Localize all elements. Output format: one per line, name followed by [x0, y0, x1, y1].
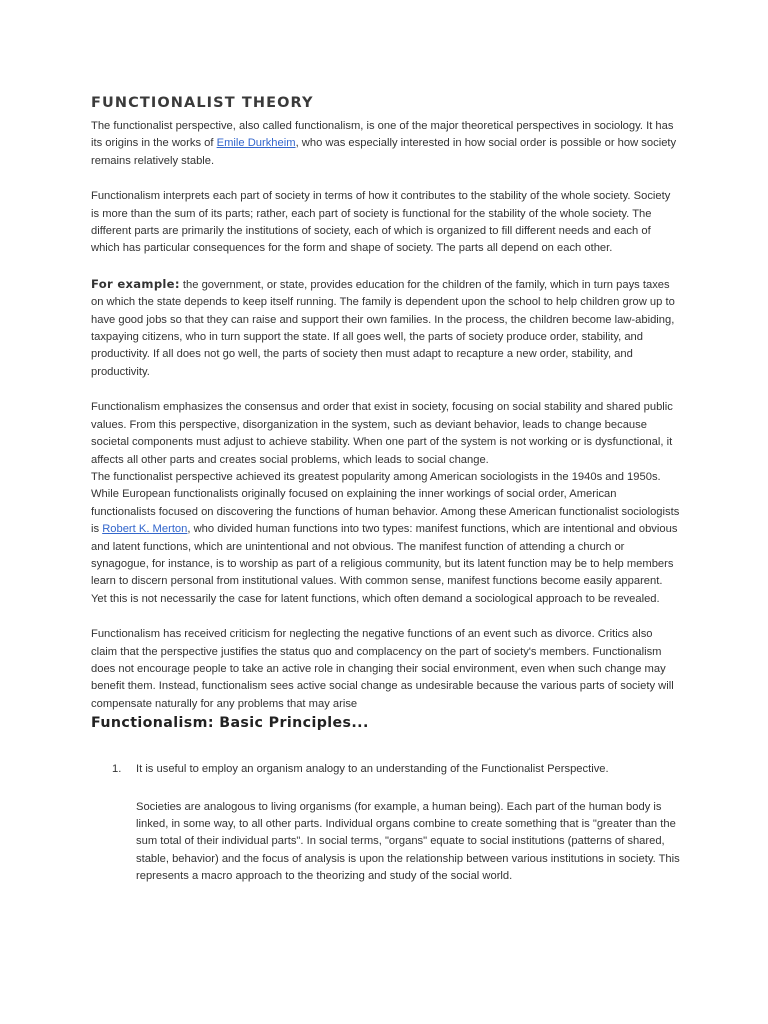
merton-paragraph — [91, 469, 681, 608]
merton-text-after: , who divided human functions into two types: manifest functions, which are intentional and obvious and latent functions, which are unintentional and not obvious. The manifest function of attending a church or synagogue, for instance, is to worship as part of a religious community, but its latent function may be to help members learn to discern personal from institutional values. With common sense, manifest functions become easily apparent. Yet this is not necessarily the case for latent functions, which often demand a sociological approach to be revealed. — [91, 523, 678, 605]
durkheim-link[interactable]: Emile Durkheim — [216, 137, 296, 150]
parts-paragraph: Functionalism interprets each part of society in terms of how it contributes to the stability of the whole society. Society is more than the sum of its parts; rather, each part of society is functional for the stability of the whole society. The different parts are primarily the institutions of society, each of which is organized to fill different needs and each of which has particular consequences for the form and shape of society. The parts all depend on each other. — [91, 190, 671, 255]
example-paragraph — [91, 276, 681, 381]
intro-text-after: , who was especially interested in how social order is possible or how society remains relatively stable. — [91, 137, 677, 167]
list-item-lead: It is useful to employ an organism analogy to an understanding of the Functionalist Perspective. — [136, 763, 609, 776]
list-item-detail: Societies are analogous to living organisms (for example, a human being). Each part of the human body is linked, in some way, to all other parts. Individual organs combine to create something that is "greater than the sum total of their individual parts". In social terms, "organs" equate to social institutions (patterns of shared, stable, behavior) and the focus of analysis is upon the relationship between various institutions in society. This represents a macro approach to the theorizing and study of the social world. — [136, 800, 680, 883]
criticism-paragraph: Functionalism has received criticism for neglecting the negative functions of an event such as divorce. Critics also claim that the perspective justifies the status quo and complacency on the part of society's members. Functionalism does not encourage people to take an active role in changing their social environment, even when such change may benefit them. Instead, functionalism sees active social change as undesirable because the various parts of society will compensate naturally for any problems that may arise — [91, 628, 674, 710]
list-item-body — [136, 761, 681, 885]
consensus-paragraph: Functionalism emphasizes the consensus and order that exist in society, focusing on social stability and shared public values. From this perspective, disorganization in the system, such as deviant behavior, leads to change because societal components must adjust to achieve stability. When one part of the system is not working or is dysfunctional, it affects all other parts and creates social problems, which leads to social change. — [91, 401, 673, 466]
list-item — [91, 761, 681, 885]
document-body — [91, 94, 681, 886]
example-lead: For example: — [91, 276, 180, 291]
intro-text-before: The functionalist perspective, also called functionalism, is one of the major theoretical perspectives in sociology. It has its origins in the works of — [91, 120, 674, 150]
merton-link[interactable]: Robert K. Merton — [102, 523, 188, 536]
merton-text-before: The functionalist perspective achieved its greatest popularity among American sociologists in the 1940s and 1950s. While European functionalists originally focused on explaining the inner workings of social order, American functionalists focused on discovering the functions of human behavior. Among these American functionalist sociologists is — [91, 470, 680, 536]
page-title: FUNCTIONALIST THEORY — [91, 95, 314, 111]
basic-principles-heading: Functionalism: Basic Principles... — [91, 715, 369, 732]
list-item-number: 1. — [112, 763, 122, 776]
principles-list — [91, 761, 681, 885]
intro-paragraph — [91, 118, 681, 170]
example-text: the government, or state, provides education for the children of the family, which in turn pays taxes on which the state depends to keep itself running. The family is dependent upon the school to help children grow up to have good jobs so that they can raise and support their own families. In the process, the children become law-abiding, taxpaying citizens, who in turn support the state. If all goes well, the parts of society produce order, stability, and productivity. If all does not go well, the parts of society then must adapt to recapture a new order, stability, and productivity. — [91, 278, 675, 378]
